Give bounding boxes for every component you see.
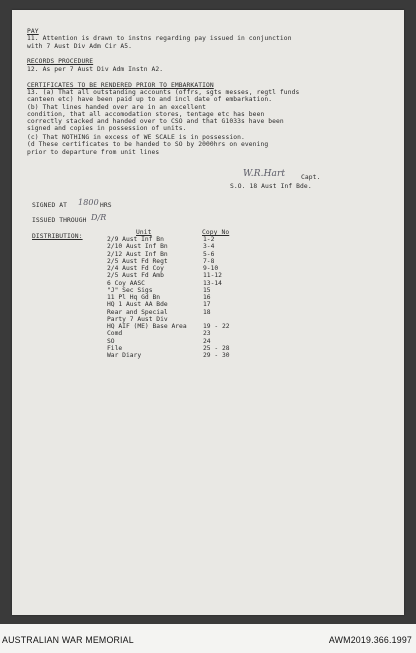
para-11-line-2: with 7 Aust Div Adm Cir A5. — [27, 43, 133, 50]
distribution-unit: 2/12 Aust Inf Bn — [107, 250, 168, 258]
distribution-unit: Party 7 Aust Div — [107, 315, 168, 323]
signature-title: S.O. 18 Aust Inf Bde. — [230, 183, 312, 190]
footer-accession-number: AWM2019.366.1997 — [328, 635, 412, 645]
distribution-copy-no: 18 — [203, 308, 211, 316]
distribution-unit: 2/10 Aust Inf Bn — [107, 243, 168, 251]
column-header-copy-no: Copy No — [202, 229, 230, 236]
heading-pay: PAY — [27, 28, 39, 35]
signed-at-time: 1800 — [78, 198, 99, 207]
distribution-copy-no: 29 - 30 — [203, 352, 230, 359]
distribution-copy-no: 15 — [203, 286, 211, 294]
distribution-unit: HQ 1 Aust AA Bde — [107, 301, 168, 309]
distribution-unit: War Diary — [107, 352, 142, 359]
distribution-unit: File — [107, 344, 123, 352]
footer-bar — [0, 624, 416, 653]
para-13-line: condition, that all accomodation stores, tentage etc has been — [27, 111, 265, 118]
distribution-unit: 2/5 Aust Fd Regt — [107, 257, 168, 265]
distribution-label: DISTRIBUTION: — [32, 233, 83, 240]
signed-at-suffix: HRS — [100, 202, 112, 209]
footer-institution: AUSTRALIAN WAR MEMORIAL — [2, 635, 134, 645]
para-13-line: signed and copies in possession of units. — [27, 125, 187, 132]
distribution-copy-no: 16 — [203, 294, 211, 301]
distribution-unit: HQ AIF (ME) Base Area — [107, 323, 187, 330]
handwritten-signature: W.R.Hart — [243, 169, 286, 179]
distribution-unit: 2/9 Aust Inf Bn — [107, 236, 164, 243]
distribution-copy-no: 25 - 28 — [203, 344, 230, 352]
distribution-copy-no: 23 — [203, 330, 211, 338]
distribution-copy-no: 9-10 — [203, 265, 219, 272]
distribution-copy-no: 19 - 22 — [203, 323, 230, 330]
distribution-unit: 6 Coy AASC — [107, 279, 145, 287]
column-header-unit: Unit — [136, 229, 152, 236]
para-13-line: (b) That lines handed over are in an excellent — [27, 104, 206, 111]
distribution-unit: Comd — [107, 330, 123, 338]
distribution-copy-no: 17 — [203, 301, 211, 309]
signed-at-label: SIGNED AT — [32, 202, 68, 209]
para-13-line: correctly stacked and handed over to CSO and that G1033s have been — [27, 118, 284, 125]
distribution-copy-no: 7-8 — [203, 257, 215, 265]
para-13-line: prior to departure from unit lines — [27, 149, 160, 156]
signature-rank: Capt. — [301, 174, 321, 181]
distribution-copy-no: 5-6 — [203, 250, 215, 258]
distribution-unit: SO — [107, 337, 115, 345]
distribution-unit: 2/4 Aust Fd Coy — [107, 265, 164, 272]
para-13-line: (c) That NOTHING in excess of WE SCALE is in possession. — [27, 134, 245, 141]
issued-through-value: D/R — [91, 213, 107, 222]
heading-certificates: CERTIFICATES TO BE RENDERED PRIOR TO EMBARKATION — [27, 82, 214, 89]
distribution-unit: 11 Pl Hq Gd Bn — [107, 294, 161, 301]
distribution-copy-no: 13-14 — [203, 279, 222, 287]
heading-records-procedure: RECORDS PROCEDURE — [27, 58, 94, 65]
distribution-copy-no: 3-4 — [203, 243, 215, 251]
distribution-copy-no: 1-2 — [203, 236, 215, 243]
distribution-copy-no: 24 — [203, 337, 211, 345]
para-13-line: 13. (a) That all outstanding accounts (offrs, sgts messes, regtl funds — [27, 89, 300, 96]
para-12: 12. As per 7 Aust Div Adm Instn A2. — [27, 66, 164, 73]
distribution-unit: 2/5 Aust Fd Amb — [107, 272, 164, 280]
distribution-copy-no: 11-12 — [203, 272, 222, 280]
distribution-unit: "J" Sec Sigs — [107, 286, 153, 294]
issued-through-label: ISSUED THROUGH — [32, 217, 87, 224]
para-11-line-1: 11. Attention is drawn to instns regarding pay issued in conjunction — [27, 35, 292, 42]
para-13-line: canteen etc) have been paid up to and incl date of embarkation. — [27, 96, 273, 103]
para-13-line: (d These certificates to be handed to SO by 2000hrs on evening — [27, 141, 269, 148]
distribution-unit: Rear and Special — [107, 308, 168, 316]
